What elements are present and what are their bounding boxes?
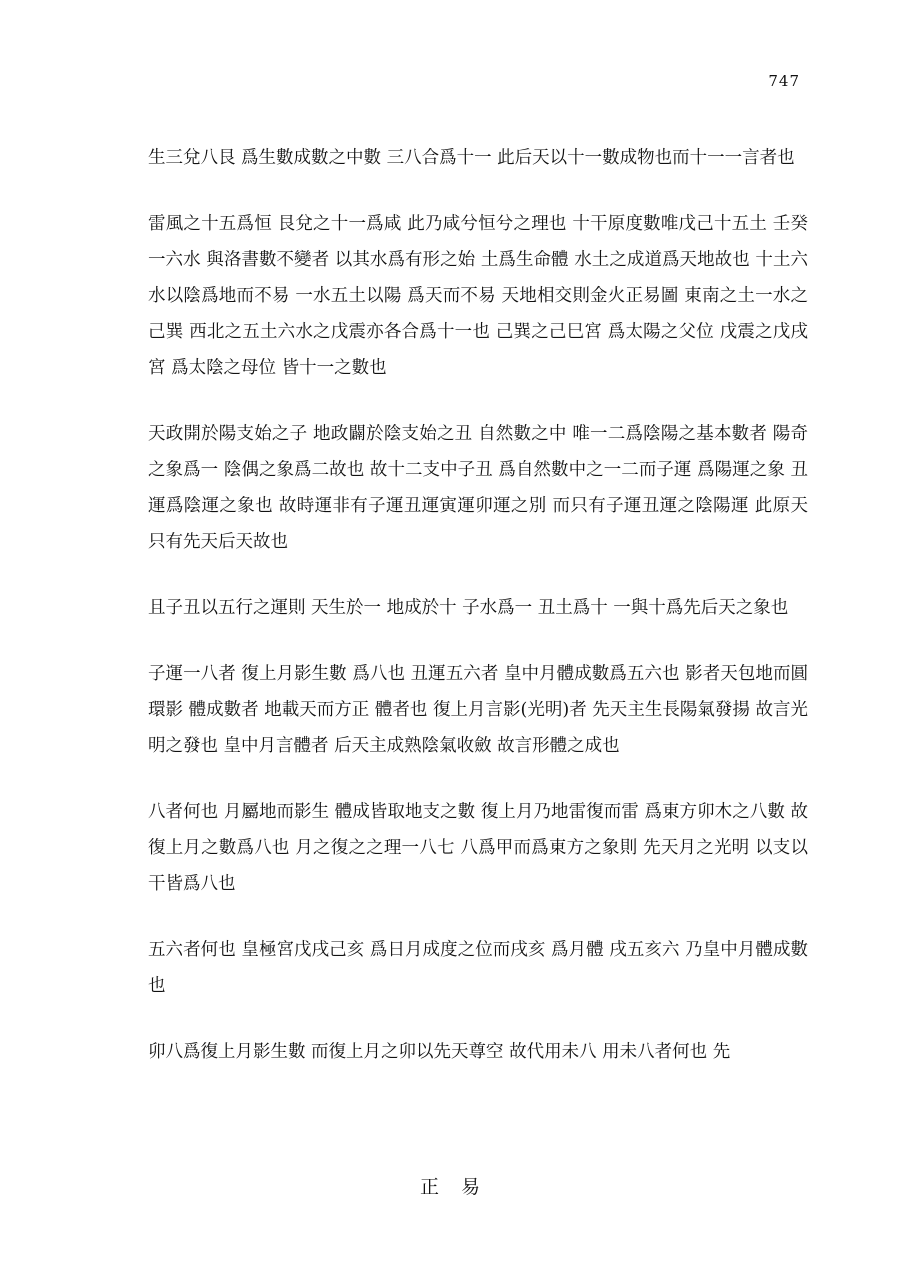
paragraph: 五六者何也 皇極宮戊戌己亥 爲日月成度之位而戌亥 爲月體 戌五亥六 乃皇中月體成數也 — [148, 940, 808, 996]
page-footer: 正易 — [419, 1176, 502, 1198]
body-text — [148, 140, 808, 1100]
paragraph: 且子丑以五行之運則 天生於一 地成於十 子水爲一 丑土爲十 一與十爲先后天之象也 — [148, 598, 789, 618]
paragraph: 八者何也 月屬地而影生 體成皆取地支之數 復上月乃地雷復而雷 爲東方卯木之八數 故復上月之數爲八也 月之復之之理一八七 八爲甲而爲東方之象則 先天月之光明 以支以干皆爲八也 — [148, 802, 808, 894]
paragraph: 子運一八者 復上月影生數 爲八也 丑運五六者 皇中月體成數爲五六也 影者天包地而圓環影 體成數者 地載天而方正 體者也 復上月言影(光明)者 先天主生長陽氣發揚 故言光明之發也 皇中月言體者 后天主成熟陰氣收斂 故言形體之成也 — [148, 664, 808, 756]
paragraph: 天政開於陽支始之子 地政闢於陰支始之丑 自然數之中 唯一二爲陰陽之基本數者 陽奇之象爲一 陰偶之象爲二故也 故十二支中子丑 爲自然數中之一二而子運 爲陽運之象 丑運爲陰運之象也 故時運非有子運丑運寅運卯運之別 而只有子運丑運之陰陽運 此原天只有先天后天故也 — [148, 424, 808, 552]
page-number: 747 — [768, 72, 800, 90]
paragraph: 生三兌八艮 爲生數成數之中數 三八合爲十一 此后天以十一數成物也而十一一言者也 — [148, 148, 795, 168]
paragraph: 卯八爲復上月影生數 而復上月之卯以先天尊空 故代用未八 用未八者何也 先 — [148, 1042, 731, 1062]
paragraph: 雷風之十五爲恒 艮兌之十一爲咸 此乃咸兮恒兮之理也 十干原度數唯戊己十五土 壬癸一六水 與洛書數不變者 以其水爲有形之始 土爲生命體 水土之成道爲天地故也 十土六水以陰爲地而不易 一水五土以陽 爲天而不易 天地相交則金火正易圖 東南之土一水之己巽 西北之五土六水之戊震亦各合爲十一也 己巽之己巳宮 爲太陽之父位 戊震之戊戌宮 爲太陰之母位 皆十一之數也 — [148, 214, 808, 378]
